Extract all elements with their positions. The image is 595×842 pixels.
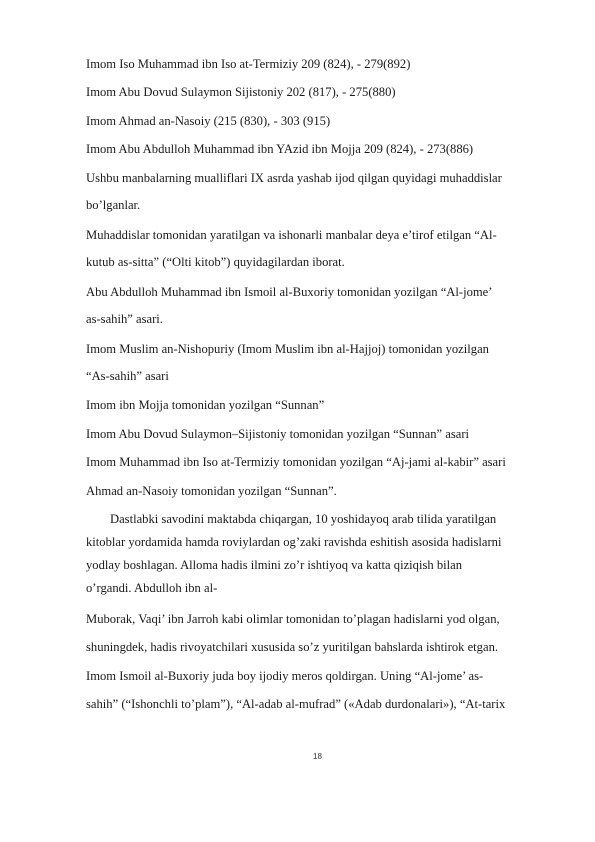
text-line: Ahmad an-Nasoiy tomonidan yozilgan “Sunnan”.	[86, 484, 337, 498]
text-line: sahih” (“Ishonchli to’plam”), “Al-adab al-mufrad” («Adab durdonalari»), “At-tarix	[86, 697, 506, 711]
text-line: kitoblar yordamida hamda roviylardan og’zaki ravishda eshitish asosida hadislarni	[86, 535, 502, 549]
text-line: Imom Iso Muhammad ibn Iso at-Termiziy 209 (824), - 279(892)	[86, 57, 411, 71]
text-line: Imom Muhammad ibn Iso at-Termiziy tomonidan yozilgan “Aj-jami al-kabir” asari	[86, 455, 506, 469]
text-line: Muhaddislar tomonidan yaratilgan va ishonarli manbalar deya e’tirof etilgan “Al-	[86, 228, 497, 242]
text-line: bo’lganlar.	[86, 198, 141, 212]
text-line: Imom Ismoil al-Buxoriy juda boy ijodiy meros qoldirgan. Uning “Al-jome’ as-	[86, 669, 484, 683]
text-line: Ushbu manbalarning mualliflari IX asrda yashab ijod qilgan quyidagi muhaddislar	[86, 171, 502, 185]
text-line: as-sahih” asari.	[86, 312, 163, 326]
text-line: yodlay boshlagan. Alloma hadis ilmini zo’r ishtiyoq va katta qiziqish bilan	[86, 558, 463, 572]
text-line: Imom Abu Abdulloh Muhammad ibn YAzid ibn Mojja 209 (824), - 273(886)	[86, 142, 474, 156]
text-line: shuningdek, hadis rivoyatchilari xususida so’z yuritilgan bahslarda ishtirok etgan.	[86, 640, 499, 654]
text-line: Imom Abu Dovud Sulaymon–Sijistoniy tomonidan yozilgan “Sunnan” asari	[86, 427, 470, 441]
text-line: Dastlabki savodini maktabda chiqargan, 10 yoshidayoq arab tilida yaratilgan	[110, 512, 497, 526]
text-line: Imom ibn Mojja tomonidan yozilgan “Sunnan”	[86, 398, 325, 412]
page-number: 18	[313, 752, 322, 761]
text-line: o’rgandi. Abdulloh ibn al-	[86, 581, 218, 595]
text-line: “As-sahih” asari	[86, 369, 169, 383]
text-line: Imom Muslim an-Nishopuriy (Imom Muslim ibn al-Hajjoj) tomonidan yozilgan	[86, 342, 489, 356]
text-line: Muborak, Vaqi’ ibn Jarroh kabi olimlar tomonidan to’plagan hadislarni yod olgan,	[86, 612, 500, 626]
text-line: Imom Abu Dovud Sulaymon Sijistoniy 202 (817), - 275(880)	[86, 85, 396, 99]
text-line: Imom Ahmad an-Nasoiy (215 (830), - 303 (915)	[86, 114, 331, 128]
text-line: Abu Abdulloh Muhammad ibn Ismoil al-Buxoriy tomonidan yozilgan “Al-jome’	[86, 285, 493, 299]
text-line: kutub as-sitta” (“Olti kitob”) quyidagilardan iborat.	[86, 255, 345, 269]
